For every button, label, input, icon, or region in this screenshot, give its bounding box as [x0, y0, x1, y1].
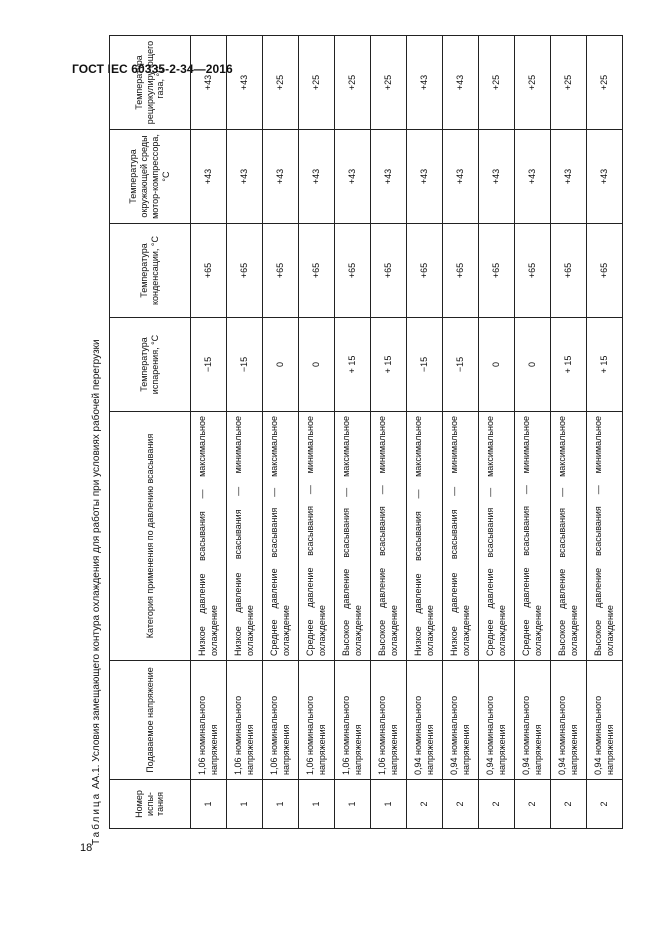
cell-test-number: 1: [191, 780, 227, 829]
table-row: [407, 36, 443, 829]
cell-condensation-temp: +65: [551, 224, 587, 318]
cell-condensation-temp: +65: [335, 224, 371, 318]
cell-voltage: 0,94 номинального напряжения: [479, 661, 515, 780]
page-header-title: ГОСТ IEC 60335-2-34—2016: [72, 62, 233, 76]
col-header-category: Категория применения по давлению всасывания: [110, 412, 191, 661]
cell-test-number: 2: [551, 780, 587, 829]
table-row: [191, 36, 227, 829]
cell-voltage: 1,06 номинального напряжения: [299, 661, 335, 780]
cell-condensation-temp: +65: [227, 224, 263, 318]
cell-condensation-temp: +65: [407, 224, 443, 318]
cell-test-number: 2: [443, 780, 479, 829]
table-row: [299, 36, 335, 829]
table-row: [335, 36, 371, 829]
table-header-row: [110, 36, 191, 829]
cell-category: Среднее давление всасывания — минимальное охлаждение: [299, 412, 335, 661]
cell-test-number: 1: [371, 780, 407, 829]
cell-return-gas-temp: +43: [191, 36, 227, 130]
cell-voltage: 1,06 номинального напряжения: [191, 661, 227, 780]
cell-return-gas-temp: +25: [587, 36, 623, 130]
cell-voltage: 0,94 номинального напряжения: [515, 661, 551, 780]
cell-condensation-temp: +65: [515, 224, 551, 318]
cell-condensation-temp: +65: [479, 224, 515, 318]
table-row: [551, 36, 587, 829]
cell-return-gas-temp: +43: [443, 36, 479, 130]
cell-category: Низкое давление всасывания — максимальное охлаждение: [407, 412, 443, 661]
cell-ambient-temp: +43: [335, 130, 371, 224]
cell-category: Высокое давление всасывания — минимальное охлаждение: [371, 412, 407, 661]
cell-ambient-temp: +43: [191, 130, 227, 224]
cell-ambient-temp: +43: [479, 130, 515, 224]
table-caption-label: Таблица: [91, 791, 102, 845]
cell-evaporation-temp: −15: [227, 318, 263, 412]
cell-condensation-temp: +65: [371, 224, 407, 318]
cell-evaporation-temp: 0: [479, 318, 515, 412]
cell-evaporation-temp: 0: [263, 318, 299, 412]
cell-voltage: 1,06 номинального напряжения: [263, 661, 299, 780]
cell-condensation-temp: +65: [191, 224, 227, 318]
cell-test-number: 1: [335, 780, 371, 829]
cell-voltage: 0,94 номинального напряжения: [587, 661, 623, 780]
col-header-test-number: Номер испы-тания: [110, 780, 191, 829]
page-number: 18: [80, 842, 93, 854]
cell-evaporation-temp: 0: [515, 318, 551, 412]
cell-voltage: 1,06 номинального напряжения: [335, 661, 371, 780]
cell-ambient-temp: +43: [227, 130, 263, 224]
cell-return-gas-temp: +43: [407, 36, 443, 130]
table-caption-text: AA.1. Условия замещающего контура охлаждения для работы при условиях рабочей перегрузки: [91, 339, 102, 789]
cell-ambient-temp: +43: [407, 130, 443, 224]
cell-return-gas-temp: +43: [227, 36, 263, 130]
col-header-ambient-temp: Температура окружающей среды мотор-компрессора, °C: [110, 130, 191, 224]
cell-ambient-temp: +43: [551, 130, 587, 224]
table-row: [515, 36, 551, 829]
cell-evaporation-temp: + 15: [551, 318, 587, 412]
cell-ambient-temp: +43: [299, 130, 335, 224]
table-row: [587, 36, 623, 829]
cell-category: Низкое давление всасывания — максимальное охлаждение: [191, 412, 227, 661]
table-row: [479, 36, 515, 829]
cell-category: Среднее давление всасывания — максимальное охлаждение: [263, 412, 299, 661]
cell-ambient-temp: +43: [263, 130, 299, 224]
cell-category: Высокое давление всасывания — минимальное охлаждение: [587, 412, 623, 661]
cell-return-gas-temp: +25: [371, 36, 407, 130]
cell-condensation-temp: +65: [263, 224, 299, 318]
cell-ambient-temp: +43: [515, 130, 551, 224]
cell-test-number: 2: [587, 780, 623, 829]
col-header-return-gas-temp: Температура рециркулиру-ющего газа, °C: [110, 36, 191, 130]
cell-voltage: 1,06 номинального напряжения: [371, 661, 407, 780]
cell-evaporation-temp: −15: [443, 318, 479, 412]
cell-condensation-temp: +65: [587, 224, 623, 318]
cell-return-gas-temp: +25: [335, 36, 371, 130]
cell-category: Среднее давление всасывания — минимальное охлаждение: [515, 412, 551, 661]
cell-voltage: 1,06 номинального напряжения: [227, 661, 263, 780]
cell-category: Высокое давление всасывания — максимальное охлаждение: [551, 412, 587, 661]
table-row: [443, 36, 479, 829]
cell-evaporation-temp: 0: [299, 318, 335, 412]
col-header-voltage: Подаваемое напряжение: [110, 661, 191, 780]
cell-category: Низкое давление всасывания — минимальное охлаждение: [443, 412, 479, 661]
cell-ambient-temp: +43: [587, 130, 623, 224]
cell-voltage: 0,94 номинального напряжения: [551, 661, 587, 780]
cell-test-number: 1: [227, 780, 263, 829]
table-row: [227, 36, 263, 829]
table-row: [263, 36, 299, 829]
table-caption: [87, 95, 107, 845]
cell-return-gas-temp: +25: [551, 36, 587, 130]
cell-ambient-temp: +43: [443, 130, 479, 224]
cell-test-number: 2: [515, 780, 551, 829]
overload-conditions-table: [109, 35, 623, 829]
cell-test-number: 1: [263, 780, 299, 829]
cell-test-number: 2: [407, 780, 443, 829]
col-header-condensation-temp: Температура конденсации, °C: [110, 224, 191, 318]
cell-return-gas-temp: +25: [479, 36, 515, 130]
cell-voltage: 0,94 номинального напряжения: [443, 661, 479, 780]
cell-category: Среднее давление всасывания — максимальное охлаждение: [479, 412, 515, 661]
cell-evaporation-temp: −15: [191, 318, 227, 412]
cell-evaporation-temp: −15: [407, 318, 443, 412]
cell-return-gas-temp: +25: [299, 36, 335, 130]
cell-ambient-temp: +43: [371, 130, 407, 224]
cell-test-number: 1: [299, 780, 335, 829]
cell-evaporation-temp: + 15: [371, 318, 407, 412]
cell-return-gas-temp: +25: [263, 36, 299, 130]
cell-evaporation-temp: + 15: [587, 318, 623, 412]
cell-condensation-temp: +65: [443, 224, 479, 318]
cell-return-gas-temp: +25: [515, 36, 551, 130]
cell-condensation-temp: +65: [299, 224, 335, 318]
cell-voltage: 0,94 номинального напряжения: [407, 661, 443, 780]
cell-category: Высокое давление всасывания — максимальное охлаждение: [335, 412, 371, 661]
col-header-evaporation-temp: Температура испарения, °C: [110, 318, 191, 412]
cell-test-number: 2: [479, 780, 515, 829]
cell-evaporation-temp: + 15: [335, 318, 371, 412]
cell-category: Низкое давление всасывания — минимальное охлаждение: [227, 412, 263, 661]
table-row: [371, 36, 407, 829]
